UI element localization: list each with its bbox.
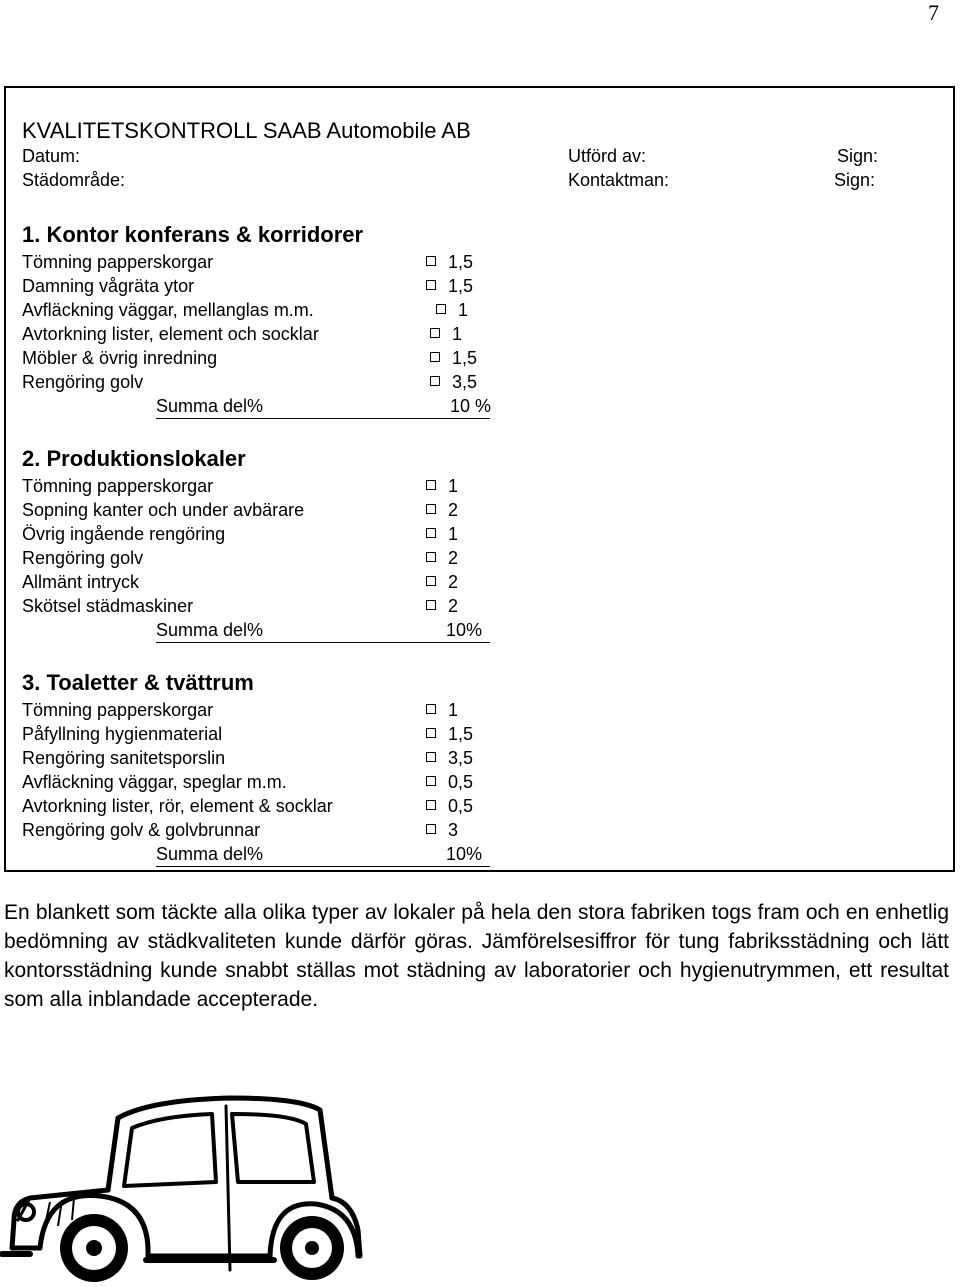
section-title: 3. Toaletter & tvättrum — [22, 670, 254, 695]
page-number: 7 — [928, 0, 939, 25]
item-value: 3,5 — [430, 372, 477, 393]
item-value: 3,5 — [426, 748, 473, 769]
item-label: Sopning kanter och under avbärare — [22, 500, 305, 520]
item-value: 1 — [426, 700, 458, 721]
datum-label: Datum: — [22, 146, 81, 166]
item-value: 0,5 — [426, 772, 473, 793]
item-value: 1 — [426, 524, 458, 545]
checkbox[interactable] — [426, 504, 436, 514]
checkbox[interactable] — [426, 752, 436, 762]
checkbox[interactable] — [426, 776, 436, 786]
utford-label: Utförd av: — [568, 146, 647, 166]
item-value: 1 — [436, 300, 468, 321]
item-value: 3 — [426, 820, 458, 841]
item-label: Rengöring golv — [22, 548, 144, 568]
section-sum — [156, 396, 490, 419]
item-label: Tömning papperskorgar — [22, 476, 214, 496]
item-value: 2 — [426, 548, 458, 569]
checkbox[interactable] — [426, 728, 436, 738]
item-label: Avtorkning lister, rör, element & socklar — [22, 796, 333, 816]
item-label: Påfyllning hygienmaterial — [22, 724, 223, 744]
sum-value: 10 % — [450, 396, 492, 416]
item-label: Damning vågräta ytor — [22, 276, 195, 296]
form-title: KVALITETSKONTROLL SAAB Automobile AB — [22, 118, 471, 143]
sum-label: Summa del% — [156, 396, 264, 416]
checkbox[interactable] — [436, 304, 446, 314]
item-value: 2 — [426, 572, 458, 593]
item-label: Rengöring golv — [22, 372, 144, 392]
item-value: 1,5 — [426, 276, 473, 297]
checkbox[interactable] — [430, 376, 440, 386]
kontaktman-label: Kontaktman: — [568, 170, 670, 190]
section-title: 2. Produktionslokaler — [22, 446, 246, 471]
item-label: Övrig ingående rengöring — [22, 524, 226, 544]
sign-label: Sign: — [837, 146, 879, 166]
body-paragraph: En blankett som täckte alla olika typer av lokaler på hela den stora fabriken togs fram och en enhetlig bedömning av städkvaliteten kunde därför göras. Jämförelsesiffror för tung fabriksstädning och lätt kontorsstädning kunde snabbt ställas mot städning av laboratorier och hygienutrymmen, ett resultat som alla inblandade accepterade. — [4, 901, 949, 1011]
checkbox[interactable] — [426, 824, 436, 834]
item-label: Avtorkning lister, element och socklar — [22, 324, 319, 344]
item-label: Rengöring sanitetsporslin — [22, 748, 226, 768]
item-label: Rengöring golv & golvbrunnar — [22, 820, 261, 840]
checkbox[interactable] — [426, 600, 436, 610]
checkbox[interactable] — [430, 328, 440, 338]
sign-label: Sign: — [834, 170, 876, 190]
item-label: Avfläckning väggar, mellanglas m.m. — [22, 300, 314, 320]
sum-label: Summa del% — [156, 620, 264, 640]
section-title: 1. Kontor konferans & korridorer — [22, 222, 364, 247]
checkbox[interactable] — [426, 280, 436, 290]
checkbox[interactable] — [426, 552, 436, 562]
item-value: 0,5 — [426, 796, 473, 817]
item-value: 1 — [430, 324, 462, 345]
sum-value: 10% — [446, 620, 483, 640]
vintage-car-icon — [0, 1070, 370, 1285]
checkbox[interactable] — [426, 704, 436, 714]
item-label: Tömning papperskorgar — [22, 700, 214, 720]
item-value: 1,5 — [426, 252, 473, 273]
quality-control-form — [4, 86, 955, 872]
item-value: 1,5 — [426, 724, 473, 745]
item-label: Skötsel städmaskiner — [22, 596, 194, 616]
checkbox[interactable] — [426, 800, 436, 810]
section-sum — [156, 620, 490, 643]
item-label: Allmänt intryck — [22, 572, 140, 592]
checkbox[interactable] — [430, 352, 440, 362]
checkbox[interactable] — [426, 576, 436, 586]
item-value: 1 — [426, 476, 458, 497]
item-label: Tömning papperskorgar — [22, 252, 214, 272]
section-sum — [156, 844, 490, 867]
checkbox[interactable] — [426, 480, 436, 490]
item-value: 2 — [426, 500, 458, 521]
sum-value: 10% — [446, 844, 483, 864]
stadomrade-label: Städområde: — [22, 170, 126, 190]
item-value: 1,5 — [430, 348, 477, 369]
item-value: 2 — [426, 596, 458, 617]
sum-label: Summa del% — [156, 844, 264, 864]
item-label: Avfläckning väggar, speglar m.m. — [22, 772, 287, 792]
checkbox[interactable] — [426, 528, 436, 538]
item-label: Möbler & övrig inredning — [22, 348, 218, 368]
checkbox[interactable] — [426, 256, 436, 266]
